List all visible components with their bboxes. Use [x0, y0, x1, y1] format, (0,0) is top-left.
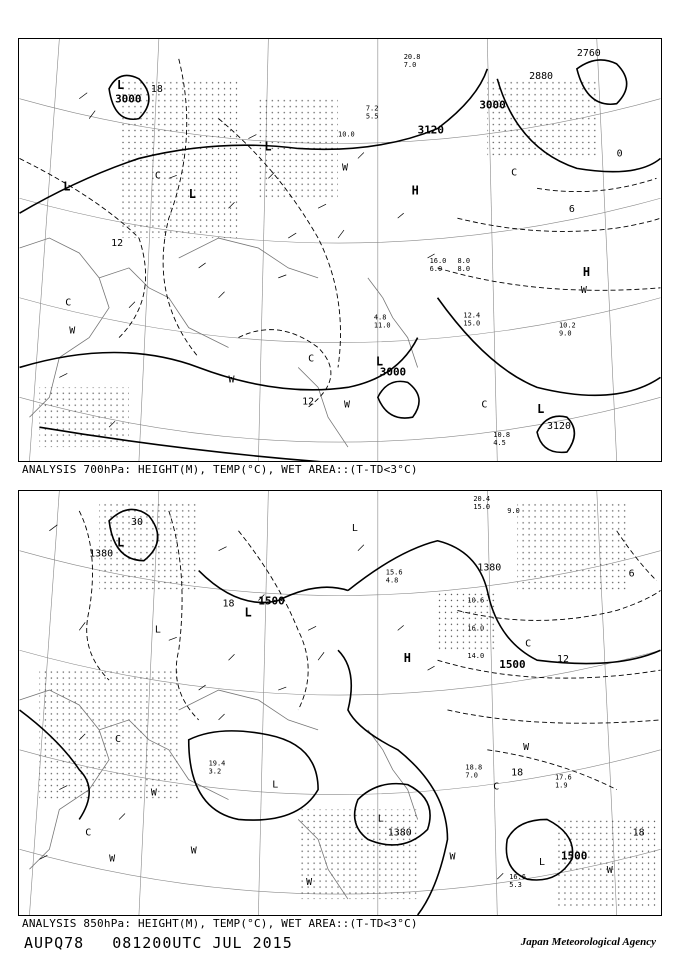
station-value: 7.0	[465, 771, 478, 780]
station-value: 14.0	[467, 652, 485, 661]
station-value: 8.0	[457, 256, 471, 265]
low-pressure-marker: L	[244, 605, 252, 620]
chart-code: AUPQ78	[24, 934, 85, 952]
height-label: 3000	[115, 92, 142, 106]
station-value: 10.6	[467, 596, 485, 605]
station-value: 19.4	[208, 759, 226, 768]
temp-label: 12	[111, 238, 124, 250]
warm-marker: W	[190, 845, 197, 857]
cold-marker: C	[525, 638, 532, 650]
wet-area	[39, 79, 596, 447]
temp-label: 0	[616, 148, 623, 160]
warm-marker: W	[606, 865, 613, 877]
temp-label: 18	[222, 598, 235, 610]
cold-marker: C	[308, 353, 315, 365]
station-value: 5.3	[509, 881, 522, 890]
station-value: 4.8	[373, 313, 387, 322]
height-label: 1500	[258, 594, 285, 608]
chart-850hpa	[18, 490, 662, 916]
station-value: 8.0	[457, 264, 471, 273]
low-pressure-marker: L	[264, 139, 272, 154]
cold-marker: C	[154, 170, 161, 182]
station-value: 18.8	[465, 763, 483, 772]
high-pressure-marker: H	[411, 183, 419, 198]
low-pressure-marker: L	[539, 857, 546, 869]
station-value: 20.8	[403, 52, 421, 61]
chart-footer	[24, 934, 293, 952]
warm-marker: W	[341, 162, 348, 174]
station-value: 9.0	[558, 329, 572, 338]
station-value: 17.6	[554, 773, 572, 782]
station-value: 11.0	[373, 321, 391, 330]
height-label: 1380	[89, 548, 114, 560]
temp-label: 18	[150, 83, 163, 95]
cold-marker: C	[115, 733, 122, 745]
low-pressure-marker: L	[117, 535, 125, 550]
low-pressure-marker: L	[537, 402, 545, 417]
wet-area	[39, 501, 656, 909]
station-value: 10.0	[338, 130, 355, 139]
low-pressure-marker: L	[375, 354, 384, 369]
station-value: 15.0	[463, 319, 481, 328]
low-pressure-marker: L	[351, 522, 358, 534]
warm-marker: W	[580, 284, 587, 296]
station-value: 7.0	[403, 60, 417, 69]
station-value: 16.0	[429, 256, 447, 265]
agency-name: Japan Meteorological Agency	[520, 936, 656, 948]
warm-marker: W	[69, 325, 76, 337]
height-label: 3120	[547, 421, 571, 433]
height-label: 2880	[529, 70, 554, 82]
map-850hpa	[19, 491, 661, 915]
height-label: 1380	[387, 827, 412, 839]
height-label: 1500	[560, 849, 588, 863]
station-value: 12.4	[463, 311, 481, 320]
station-value: 6.0	[429, 264, 443, 273]
temp-label: 6	[628, 568, 635, 580]
caption-700hpa: ANALYSIS 700hPa: HEIGHT(M), TEMP(°C), WET AREA::(T-TD<3°C)	[22, 463, 418, 476]
cold-marker: C	[481, 399, 488, 411]
station-value: 5.5	[365, 112, 379, 121]
cold-marker: C	[493, 781, 500, 793]
temp-label: 18	[632, 827, 645, 839]
station-value: 1.9	[554, 781, 568, 790]
station-value: 10.8	[493, 431, 511, 440]
low-pressure-marker: L	[117, 77, 125, 92]
high-pressure-marker: H	[403, 651, 411, 666]
temp-label: 12	[302, 396, 315, 408]
caption-850hpa: ANALYSIS 850hPa: HEIGHT(M), TEMP(°C), WET AREA::(T-TD<3°C)	[22, 917, 418, 930]
station-value: 4.5	[493, 439, 506, 448]
low-pressure-marker: L	[377, 813, 384, 825]
warm-marker: W	[109, 853, 116, 865]
warm-marker: W	[449, 851, 456, 863]
warm-marker: W	[306, 877, 313, 889]
warm-marker: W	[523, 741, 530, 753]
height-label: 1500	[499, 658, 526, 672]
warm-marker: W	[343, 399, 350, 411]
station-value: 15.0	[473, 502, 491, 511]
height-label: 3000	[379, 365, 407, 379]
temp-label: 12	[556, 654, 569, 666]
height-label: 2760	[576, 47, 601, 59]
low-pressure-marker: L	[272, 779, 279, 791]
high-pressure-marker: H	[582, 264, 591, 279]
station-value: 4.8	[385, 576, 399, 585]
station-value: 16.0	[467, 624, 485, 633]
temp-label: 18	[511, 767, 524, 779]
station-value: 20.4	[473, 494, 491, 503]
station-value: 10.2	[558, 321, 576, 330]
low-pressure-marker: L	[154, 624, 161, 636]
station-value: 9.0	[507, 506, 520, 515]
map-700hpa	[19, 39, 661, 461]
station-value: 7.2	[365, 104, 379, 113]
station-value: 3.2	[208, 767, 222, 776]
height-label: 3000	[479, 98, 506, 112]
station-value: 16.6	[509, 873, 526, 882]
cold-marker: C	[65, 297, 72, 309]
low-pressure-marker: L	[188, 187, 196, 202]
temp-label: 6	[568, 204, 575, 216]
warm-marker: W	[228, 374, 235, 386]
station-value: 15.6	[385, 568, 403, 577]
height-label: 1380	[477, 562, 502, 574]
height-label: 3120	[417, 123, 444, 137]
cold-marker: C	[511, 167, 518, 179]
low-pressure-marker: L	[63, 179, 71, 194]
warm-marker: W	[150, 787, 157, 799]
cold-marker: C	[85, 827, 92, 839]
chart-700hpa	[18, 38, 662, 462]
temp-label: 30	[130, 516, 143, 528]
valid-time: 081200UTC JUL 2015	[112, 934, 293, 952]
